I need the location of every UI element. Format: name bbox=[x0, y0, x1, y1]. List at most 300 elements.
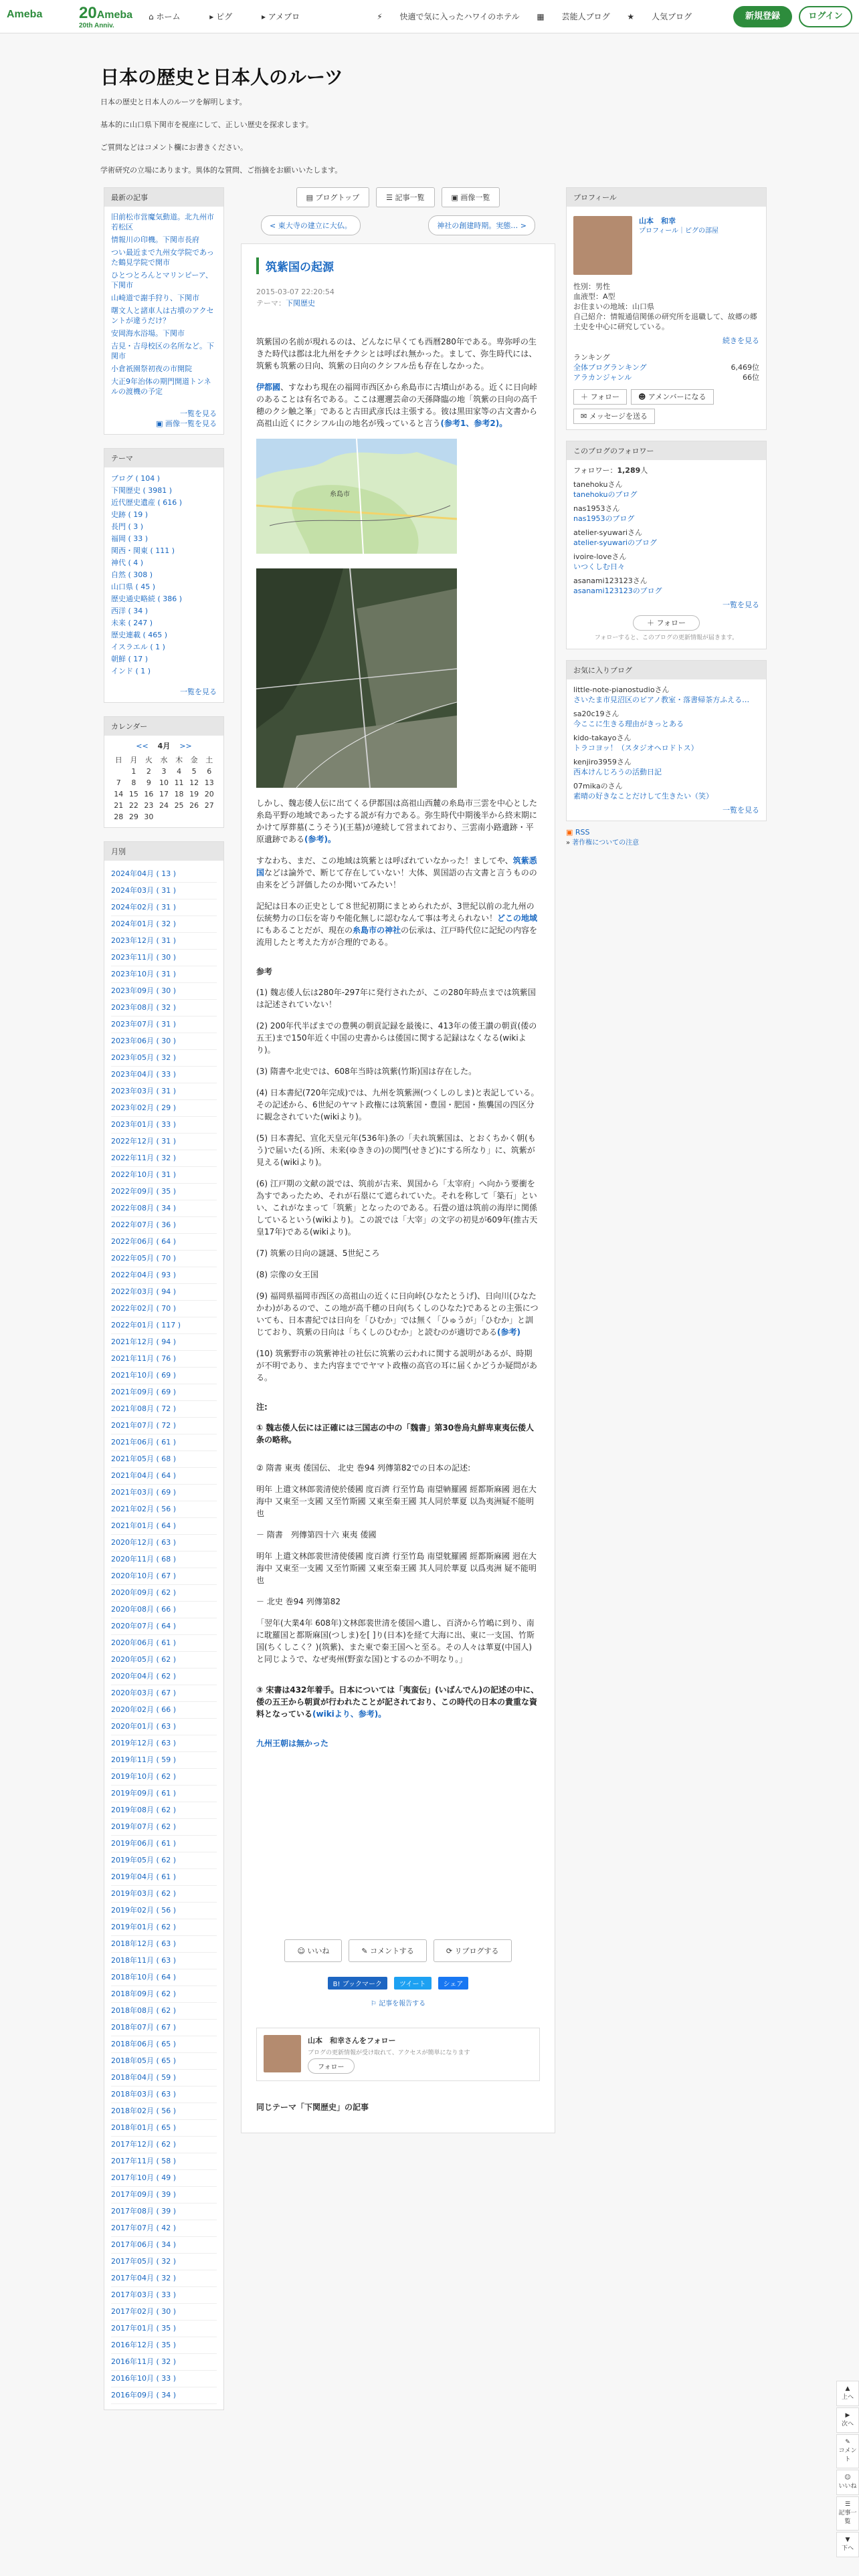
itoshima-shrine-link[interactable]: 糸島市の神社 bbox=[353, 926, 401, 935]
month-link[interactable]: 2018年08月 ( 62 ) bbox=[111, 2003, 217, 2020]
theme-link[interactable]: 未来 ( 247 ) bbox=[111, 619, 153, 627]
cal-day[interactable]: 16 bbox=[144, 790, 154, 798]
month-link[interactable]: 2017年05月 ( 32 ) bbox=[111, 2254, 217, 2270]
theme-link[interactable]: 長門 ( 3 ) bbox=[111, 522, 144, 531]
note-2-quote-a: 明年 上遣文林郎裴清使於倭國 度百濟 行至竹島 南望𨈭羅國 經都斯麻國 迥在大海中 又東至一支國 又至竹斯國 又東至秦王國 其人同於華夏 以為夷洲疑不能明也 bbox=[256, 1485, 537, 1518]
month-link[interactable]: 2022年07月 ( 36 ) bbox=[111, 1217, 217, 1234]
ref-5: (5) 日本書紀、宣化天皇元年(536年)条の「夫れ筑紫国は、とおくちかく朝(もう)で届いた(る)所、未来(ゆききの)の関門(せきど)にする所なり」に、筑紫が見える(wikiより)。 bbox=[256, 1134, 536, 1167]
month-link[interactable]: 2021年08月 ( 72 ) bbox=[111, 1401, 217, 1418]
link-hawaii[interactable]: ⚡ 快適で気に入ったハワイのホテル bbox=[377, 12, 520, 21]
recent-posts-box bbox=[104, 187, 224, 435]
recent-post-link[interactable]: 旧前松市営魔気動道。北九州市若松区 bbox=[111, 213, 214, 231]
month-link[interactable]: 2017年02月 ( 30 ) bbox=[111, 2304, 217, 2321]
follower-item bbox=[573, 504, 759, 524]
cal-day[interactable]: 10 bbox=[159, 778, 169, 787]
ranking-label: ランキング bbox=[573, 353, 610, 362]
rss-link[interactable]: ▣ RSS bbox=[566, 828, 590, 837]
tweet-button[interactable]: ツイート bbox=[394, 1977, 432, 1990]
month-link[interactable]: 2021年10月 ( 69 ) bbox=[111, 1368, 217, 1384]
note-3-ref[interactable]: (wikiより、参考)。 bbox=[312, 1709, 387, 1719]
cal-day[interactable]: 7 bbox=[116, 778, 121, 787]
cal-day[interactable]: 1 bbox=[131, 767, 136, 776]
report-link[interactable]: ⚐ 記事を報告する bbox=[370, 2000, 426, 2008]
calendar-grid bbox=[111, 755, 217, 822]
follower-item bbox=[573, 479, 759, 500]
month-link[interactable]: 2017年03月 ( 33 ) bbox=[111, 2287, 217, 2304]
month-link[interactable]: 2021年01月 ( 64 ) bbox=[111, 1518, 217, 1535]
ref-9: (9) 福岡県福岡市西区の高祖山の近くに日向峠(ひなたとうげ)、日向川(ひなたかわ)があるので、この地が高千穂の日向(ちくしのひなた)であるとの主張についても、日本書紀では日向を「ひむか」では無く「ひゅうが」「ひむか」と訓じており、筑紫の日向は「ちくしのひむか」と読むのが適切である(参考) bbox=[256, 1291, 539, 1337]
recent-posts-heading: 最新の記事 bbox=[104, 188, 223, 207]
followers-more[interactable]: 一覧を見る bbox=[723, 601, 759, 609]
article-title[interactable]: 筑紫国の起源 bbox=[256, 257, 540, 274]
follow-button[interactable]: フォロー bbox=[308, 2058, 355, 2074]
blog-tabs bbox=[241, 187, 555, 207]
month-link[interactable]: 2017年08月 ( 39 ) bbox=[111, 2204, 217, 2220]
register-button[interactable]: 新規登録 bbox=[733, 6, 792, 27]
month-link[interactable]: 2022年06月 ( 64 ) bbox=[111, 1234, 217, 1251]
month-link[interactable]: 2021年12月 ( 94 ) bbox=[111, 1334, 217, 1351]
cal-day[interactable]: 22 bbox=[128, 801, 138, 810]
month-link[interactable]: 2020年08月 ( 66 ) bbox=[111, 1602, 217, 1618]
month-link[interactable]: 2018年01月 ( 65 ) bbox=[111, 2120, 217, 2137]
scroll-bottom-button[interactable]: ▼ 下へ bbox=[836, 2532, 859, 2557]
cal-day[interactable]: 2 bbox=[146, 767, 151, 776]
recent-more-link[interactable]: 一覧を見る bbox=[180, 409, 217, 418]
kyushu-dynasty-link[interactable]: 九州王朝は無かった bbox=[256, 1739, 329, 1748]
mail-icon: ✉ bbox=[581, 412, 589, 421]
cal-day[interactable]: 14 bbox=[114, 790, 124, 798]
month-link[interactable]: 2020年06月 ( 61 ) bbox=[111, 1635, 217, 1652]
like-button[interactable]: ☺ いいね bbox=[284, 1939, 342, 1962]
blog-desc-1: 日本の歴史と日本人のルーツを解明します。 bbox=[100, 98, 247, 106]
cal-weekday: 火 bbox=[145, 756, 153, 764]
nav-pigg[interactable]: ▸ ピグ bbox=[209, 12, 233, 21]
intro-more[interactable]: 続きを見る bbox=[723, 336, 759, 345]
follower-blog-link[interactable]: asanami123123のブログ bbox=[573, 586, 662, 595]
note-2-heading: ② 隋書 東夷 倭国伝、 北史 巻94 列傳第82での日本の記述: bbox=[256, 1463, 471, 1473]
month-link[interactable]: 2017年07月 ( 42 ) bbox=[111, 2220, 217, 2237]
monthly-box bbox=[104, 841, 224, 2410]
month-link[interactable]: 2021年06月 ( 61 ) bbox=[111, 1434, 217, 1451]
profile-heading: プロフィール bbox=[567, 188, 766, 207]
message-button[interactable]: ✉ メッセージを送る bbox=[573, 409, 655, 424]
follower-name: asanami123123さん bbox=[573, 576, 648, 585]
list-icon: ☰ bbox=[386, 193, 395, 202]
month-link[interactable]: 2022年12月 ( 31 ) bbox=[111, 1134, 217, 1150]
month-link[interactable]: 2021年02月 ( 56 ) bbox=[111, 1501, 217, 1518]
cal-day[interactable]: 5 bbox=[191, 767, 197, 776]
para-3: しかし、魏志倭人伝に出てくる伊都国は高祖山西麓の糸島市三雲を中心とした糸島平野の地域であったする説が有力である。弥生時代中期後半から終末期にかけて厚葬墓(こうそう)(王墓)が連続して営まれており、三雲南小路遺跡・平原遺跡である(参考)。 bbox=[256, 798, 538, 844]
month-link[interactable]: 2024年03月 ( 31 ) bbox=[111, 883, 217, 899]
top-nav bbox=[149, 11, 326, 22]
follow-name: 山本 和幸さんをフォロー bbox=[308, 2036, 396, 2045]
recent-post-link[interactable]: 吉見・吉母校区の名所など。下関市 bbox=[111, 342, 214, 360]
follower-name: nas1953さん bbox=[573, 504, 620, 513]
month-link[interactable]: 2022年02月 ( 70 ) bbox=[111, 1301, 217, 1317]
followers-follow-button[interactable]: ＋ フォロー bbox=[633, 615, 700, 631]
followers-heading: このブログのフォロワー bbox=[567, 441, 766, 460]
month-link[interactable]: 2020年10月 ( 67 ) bbox=[111, 1568, 217, 1585]
nav-ameblo[interactable]: ▸ アメブロ bbox=[261, 12, 300, 21]
list-icon: ☰ bbox=[844, 2501, 851, 2508]
ref-9-link[interactable]: (参考) bbox=[497, 1327, 520, 1337]
month-link[interactable]: 2016年12月 ( 35 ) bbox=[111, 2337, 217, 2354]
theme-link[interactable]: 自然 ( 308 ) bbox=[111, 570, 153, 579]
favorite-item bbox=[573, 685, 759, 705]
favorite-name: sa20c19さん bbox=[573, 710, 619, 718]
cal-next[interactable]: >> bbox=[179, 742, 192, 750]
theme-link[interactable]: インド ( 1 ) bbox=[111, 667, 151, 675]
same-theme-heading: 同じテーマ「下関歴史」の記事 bbox=[256, 2103, 369, 2112]
month-link[interactable]: 2023年07月 ( 31 ) bbox=[111, 1016, 217, 1033]
follower-blog-link[interactable]: tanehokuのブログ bbox=[573, 490, 638, 499]
month-link[interactable]: 2020年01月 ( 63 ) bbox=[111, 1719, 217, 1735]
cal-day[interactable]: 18 bbox=[174, 790, 184, 798]
blog-desc-3: ご質問などはコメント欄にお書きください。 bbox=[100, 143, 248, 152]
month-link[interactable]: 2020年12月 ( 63 ) bbox=[111, 1535, 217, 1551]
link-celeb[interactable]: ▦ 芸能人ブログ bbox=[537, 12, 610, 21]
month-link[interactable]: 2020年07月 ( 64 ) bbox=[111, 1618, 217, 1635]
cal-day[interactable] bbox=[111, 766, 126, 776]
theme-more-link[interactable]: 一覧を見る bbox=[180, 687, 217, 696]
article-meta bbox=[256, 286, 540, 309]
month-link[interactable]: 2019年09月 ( 61 ) bbox=[111, 1786, 217, 1802]
month-link[interactable]: 2020年11月 ( 68 ) bbox=[111, 1551, 217, 1568]
recent-post-link[interactable]: つい最近まで九州女学院であった鶴見学院で開市 bbox=[111, 248, 214, 267]
month-link[interactable]: 2023年01月 ( 33 ) bbox=[111, 1117, 217, 1134]
cal-day[interactable]: 4 bbox=[177, 767, 182, 776]
ref-1: (1) 魏志倭人伝は280年-297年に発行されたが、この280年時点までは筑紫国は記述されていない！ bbox=[256, 988, 536, 1009]
tab-blog-top[interactable]: ▤ ブログトップ bbox=[296, 187, 370, 207]
profile-avatar[interactable] bbox=[573, 216, 632, 275]
recent-images-link[interactable]: ▣ 画像一覧を見る bbox=[156, 419, 217, 428]
cal-day[interactable]: 24 bbox=[159, 801, 169, 810]
month-link[interactable]: 2022年01月 ( 117 ) bbox=[111, 1317, 217, 1334]
cal-day[interactable]: 17 bbox=[159, 790, 169, 798]
image-icon: ▣ bbox=[451, 193, 461, 202]
cal-day[interactable]: 30 bbox=[144, 813, 154, 821]
comment-icon: ✎ bbox=[361, 1947, 371, 1955]
arrow-right-icon: ▶ bbox=[845, 2412, 850, 2419]
tab-post-list[interactable]: ☰ 記事一覧 bbox=[376, 187, 434, 207]
month-link[interactable]: 2020年09月 ( 62 ) bbox=[111, 1585, 217, 1602]
follower-name: ivoire-loveさん bbox=[573, 552, 627, 561]
intro: 自己紹介：情報通信関係の研究所を退職して、故郷の郷土史を中心に研究している。 bbox=[573, 312, 757, 331]
theme-link[interactable]: 下関歴史 ( 3981 ) bbox=[111, 486, 173, 495]
month-link[interactable]: 2018年10月 ( 64 ) bbox=[111, 1969, 217, 1986]
month-link[interactable]: 2023年08月 ( 32 ) bbox=[111, 1000, 217, 1016]
month-link[interactable]: 2023年05月 ( 32 ) bbox=[111, 1050, 217, 1067]
favorite-name: kenjiro3959さん bbox=[573, 758, 632, 766]
para-1: 筑紫国の名前が現れるのは、どんなに早くても西暦280年である。卑弥呼の生きた時代は郡は北九州をチクシとは呼ばれ無かった。まして、弥生時代には、筑紫も筑紫の日向、筑紫の日向のクシフル岳も存在しなかった。 bbox=[256, 337, 537, 370]
month-link[interactable]: 2022年10月 ( 31 ) bbox=[111, 1167, 217, 1184]
profile-links[interactable]: プロフィール｜ピグの部屋 bbox=[639, 227, 719, 235]
month-link[interactable]: 2019年08月 ( 62 ) bbox=[111, 1802, 217, 1819]
cal-weekday: 日 bbox=[114, 756, 122, 764]
cal-day[interactable]: 21 bbox=[114, 801, 124, 810]
cal-day[interactable]: 9 bbox=[146, 778, 151, 787]
month-link[interactable]: 2019年03月 ( 62 ) bbox=[111, 1886, 217, 1903]
calendar-box bbox=[104, 716, 224, 828]
favorites-more[interactable]: 一覧を見る bbox=[723, 806, 759, 815]
favorite-blog-link[interactable]: さいたま市見沼区のピアノ教室・落書帰茶方ふえる… bbox=[573, 695, 750, 704]
month-link[interactable]: 2024年02月 ( 31 ) bbox=[111, 899, 217, 916]
theme-link[interactable]: 神代 ( 4 ) bbox=[111, 558, 144, 567]
blog-title[interactable]: 日本の歴史と日本人のルーツ bbox=[100, 66, 343, 88]
month-link[interactable]: 2017年12月 ( 62 ) bbox=[111, 2137, 217, 2153]
map-image[interactable] bbox=[256, 439, 457, 554]
cal-day[interactable]: 15 bbox=[128, 790, 138, 798]
follower-blog-link[interactable]: atelier-syuwariのブログ bbox=[573, 538, 658, 547]
rss-icon: ▣ bbox=[566, 828, 575, 837]
link-popular[interactable]: ★ 人気ブログ bbox=[627, 12, 692, 21]
region-link[interactable]: どこの地域 bbox=[497, 914, 538, 923]
month-link[interactable]: 2023年12月 ( 31 ) bbox=[111, 933, 217, 950]
cal-day[interactable]: 28 bbox=[114, 813, 124, 821]
theme-link[interactable]: 関西・関東 ( 111 ) bbox=[111, 546, 175, 555]
scroll-top-button[interactable]: ▲ 上へ bbox=[836, 2381, 859, 2406]
amember-button[interactable]: ☻ アメンバーになる bbox=[631, 389, 714, 405]
month-link[interactable]: 2022年08月 ( 34 ) bbox=[111, 1200, 217, 1217]
month-link[interactable]: 2023年09月 ( 30 ) bbox=[111, 983, 217, 1000]
calendar-heading: カレンダー bbox=[104, 717, 223, 736]
next-post-link[interactable]: 神社の創建時期。実態… > bbox=[428, 215, 535, 235]
side-comment-button[interactable]: ✎ コメント bbox=[836, 2434, 859, 2468]
ref-8: (8) 宗像の女王国 bbox=[256, 1270, 318, 1279]
para-5: 記紀は日本の正史として８世紀初期にまとめられたが、3世紀以前の北九州の伝統勢力の口伝を寄りや能化無しに認むなんて事は考えられない！どこの地域にもあることだが、現在の糸島市の神社の伝承は、江戸時代位に記紀の内容を流用したと考えた方が合理的である。 bbox=[256, 901, 538, 947]
recent-post-link[interactable]: 小倉祇園祭初夜の市開院 bbox=[111, 364, 192, 373]
month-link[interactable]: 2018年06月 ( 65 ) bbox=[111, 2036, 217, 2053]
month-link[interactable]: 2024年04月 ( 13 ) bbox=[111, 866, 217, 883]
favorites-list bbox=[573, 685, 759, 801]
month-link[interactable]: 2017年04月 ( 32 ) bbox=[111, 2270, 217, 2287]
recent-post-link[interactable]: 山崎道で謝手狩り、下関市 bbox=[111, 294, 199, 302]
cal-day[interactable]: 23 bbox=[144, 801, 154, 810]
hatena-bookmark-button[interactable]: B! ブックマーク bbox=[328, 1977, 387, 1990]
month-link[interactable]: 2022年09月 ( 35 ) bbox=[111, 1184, 217, 1200]
theme-label: テーマ： bbox=[256, 299, 286, 308]
month-link[interactable]: 2016年11月 ( 32 ) bbox=[111, 2354, 217, 2371]
theme-link[interactable]: 下関歴史 bbox=[286, 299, 315, 308]
ref-2: (2) 200年代半ばまでの豊興の朝貢記録を最後に、413年の倭王讃の朝貢(倭の五王)まで150年近く中国の史書からは倭国に関する記録はなくなる(wikiより)。 bbox=[256, 1021, 537, 1055]
map-graphic bbox=[256, 439, 457, 554]
followers-count: 1,289 bbox=[617, 466, 641, 475]
month-link[interactable]: 2019年01月 ( 62 ) bbox=[111, 1919, 217, 1936]
cal-day[interactable]: 6 bbox=[207, 767, 212, 776]
month-link[interactable]: 2023年10月 ( 31 ) bbox=[111, 966, 217, 983]
month-link[interactable]: 2019年12月 ( 63 ) bbox=[111, 1735, 217, 1752]
rank-genre-value: 66位 bbox=[743, 373, 759, 382]
month-link[interactable]: 2016年10月 ( 33 ) bbox=[111, 2371, 217, 2387]
ref-link[interactable]: (参考1、参考2)。 bbox=[440, 419, 508, 428]
para-4: すなわち、まだ、この地域は筑紫とは呼ばれていなかった！ましてや、筑紫悉国などは論外で、断じて存在していない！大体、異国語の古文書と言うものの由来をどう評価したのか聞いてみたい！ bbox=[256, 856, 537, 889]
cal-day[interactable]: 8 bbox=[131, 778, 136, 787]
month-link[interactable]: 2019年04月 ( 61 ) bbox=[111, 1869, 217, 1886]
month-link[interactable]: 2018年07月 ( 67 ) bbox=[111, 2020, 217, 2036]
comment-icon: ✎ bbox=[845, 2439, 850, 2446]
cal-day[interactable]: 19 bbox=[189, 790, 199, 798]
month-link[interactable]: 2018年05月 ( 65 ) bbox=[111, 2053, 217, 2070]
cal-month: 4月 bbox=[157, 742, 171, 750]
prev-post-link[interactable]: < 東大寺の建立に大仏。 bbox=[261, 215, 361, 235]
gender: 性別：男性 bbox=[573, 282, 610, 291]
recent-post-link[interactable]: 安岡海水浴場。下関市 bbox=[111, 329, 185, 338]
month-link[interactable]: 2019年06月 ( 61 ) bbox=[111, 1836, 217, 1852]
recent-post-link[interactable]: ひとつとろんとマリンピーア、下関市 bbox=[111, 271, 213, 290]
note-heading: 注: bbox=[256, 1402, 268, 1412]
cal-day[interactable]: 25 bbox=[174, 801, 184, 810]
follower-blog-link[interactable]: いつくしむ日々 bbox=[573, 562, 625, 571]
month-link[interactable]: 2020年03月 ( 67 ) bbox=[111, 1685, 217, 1702]
theme-link[interactable]: 史跡 ( 19 ) bbox=[111, 510, 149, 519]
month-link[interactable]: 2018年04月 ( 59 ) bbox=[111, 2070, 217, 2086]
theme-link[interactable]: 朝鮮 ( 17 ) bbox=[111, 655, 149, 663]
author-avatar[interactable] bbox=[264, 2035, 301, 2072]
month-link[interactable]: 2023年02月 ( 29 ) bbox=[111, 1100, 217, 1117]
theme-link[interactable]: 歴史通史略続 ( 386 ) bbox=[111, 595, 183, 603]
image-icon: ▣ bbox=[156, 419, 165, 428]
favorite-name: 07mikaのさん bbox=[573, 782, 623, 790]
cal-day[interactable]: 26 bbox=[189, 801, 199, 810]
cal-weekday: 木 bbox=[175, 756, 183, 764]
month-link[interactable]: 2021年07月 ( 72 ) bbox=[111, 1418, 217, 1434]
follower-name: atelier-syuwariさん bbox=[573, 528, 643, 537]
ref-3: (3) 隋書や北史では、608年当時は筑紫(竹斯)国は存在した。 bbox=[256, 1067, 477, 1076]
follower-blog-link[interactable]: nas1953のブログ bbox=[573, 514, 635, 523]
month-link[interactable]: 2017年01月 ( 35 ) bbox=[111, 2321, 217, 2337]
favorite-blog-link[interactable]: 今ここに生きる理由がきっとある bbox=[573, 720, 684, 728]
favorite-blog-link[interactable]: 西本けんじろうの活動日記 bbox=[573, 768, 662, 776]
month-link[interactable]: 2020年04月 ( 62 ) bbox=[111, 1669, 217, 1685]
rank-genre[interactable]: アラカンジャンル bbox=[573, 373, 632, 382]
copyright-link[interactable]: » 著作権についての注意 bbox=[566, 839, 640, 847]
month-link[interactable]: 2017年06月 ( 34 ) bbox=[111, 2237, 217, 2254]
month-link[interactable]: 2019年11月 ( 59 ) bbox=[111, 1752, 217, 1769]
next-button[interactable]: ▶ 次へ bbox=[836, 2407, 859, 2433]
reblog-button[interactable]: ⟳ リブログする bbox=[434, 1939, 512, 1962]
note-1: ① 魏志倭人伝には正確には三国志の中の「魏書」第30巻烏丸鮮卑東夷伝倭人条の略称。 bbox=[256, 1423, 535, 1444]
theme-heading: テーマ bbox=[104, 449, 223, 467]
month-link[interactable]: 2023年11月 ( 30 ) bbox=[111, 950, 217, 966]
month-link[interactable]: 2021年04月 ( 64 ) bbox=[111, 1468, 217, 1485]
tab-image-list[interactable]: ▣ 画像一覧 bbox=[442, 187, 500, 207]
favorite-blog-link[interactable]: 素晴の好きなことだけして生きたい（笑） bbox=[573, 792, 713, 800]
theme-box bbox=[104, 448, 224, 703]
theme-link[interactable]: 西洋 ( 34 ) bbox=[111, 607, 149, 615]
month-link[interactable]: 2021年11月 ( 76 ) bbox=[111, 1351, 217, 1368]
cal-day[interactable]: 20 bbox=[204, 790, 214, 798]
month-link[interactable]: 2022年05月 ( 70 ) bbox=[111, 1251, 217, 1267]
follower-item bbox=[573, 528, 759, 548]
favorite-name: little-note-pianostudioさん bbox=[573, 685, 670, 694]
month-link[interactable]: 2021年03月 ( 69 ) bbox=[111, 1485, 217, 1501]
month-link[interactable]: 2018年02月 ( 56 ) bbox=[111, 2103, 217, 2120]
itokoku-link[interactable]: 伊都國 bbox=[256, 383, 281, 392]
note-2-source-a: － 隋書 列傳第四十六 東夷 倭國 bbox=[256, 1530, 377, 1539]
satellite-image[interactable] bbox=[256, 568, 457, 788]
cal-weekday: 月 bbox=[130, 756, 138, 764]
month-link[interactable]: 2022年04月 ( 93 ) bbox=[111, 1267, 217, 1284]
month-link[interactable]: 2017年09月 ( 39 ) bbox=[111, 2187, 217, 2204]
theme-link[interactable]: 山口県 ( 45 ) bbox=[111, 582, 156, 591]
cal-day[interactable]: 27 bbox=[204, 801, 214, 810]
recent-post-link[interactable]: 情報川の印機。下関市長府 bbox=[111, 235, 199, 244]
side-like-button[interactable]: ☺ いいね bbox=[836, 2470, 859, 2495]
nav-home[interactable]: ⌂ ホーム bbox=[149, 12, 181, 21]
favorite-blog-link[interactable]: トラコヨッ！（スタジオヘロドトス） bbox=[573, 744, 698, 752]
cal-weekday: 金 bbox=[190, 756, 198, 764]
month-link[interactable]: 2017年10月 ( 49 ) bbox=[111, 2170, 217, 2187]
month-link[interactable]: 2016年09月 ( 34 ) bbox=[111, 2387, 217, 2404]
month-link[interactable]: 2019年07月 ( 62 ) bbox=[111, 1819, 217, 1836]
month-link[interactable]: 2023年03月 ( 31 ) bbox=[111, 1083, 217, 1100]
login-button[interactable]: ログイン bbox=[799, 6, 852, 27]
follower-item bbox=[573, 552, 759, 572]
cal-day[interactable]: 29 bbox=[128, 813, 138, 821]
month-link[interactable]: 2019年02月 ( 56 ) bbox=[111, 1903, 217, 1919]
side-list-button[interactable]: ☰ 記事一覧 bbox=[836, 2496, 859, 2531]
profile-follow-button[interactable]: ＋ フォロー bbox=[573, 389, 627, 405]
favorites-heading: お気に入りブログ bbox=[567, 661, 766, 679]
recent-post-link[interactable]: 大正9年治体の期門開道トンネルの渡機の予定 bbox=[111, 377, 211, 396]
month-link[interactable]: 2022年11月 ( 32 ) bbox=[111, 1150, 217, 1167]
month-link[interactable]: 2018年09月 ( 62 ) bbox=[111, 1986, 217, 2003]
month-link[interactable]: 2023年04月 ( 33 ) bbox=[111, 1067, 217, 1083]
anniversary-logo[interactable]: 20Ameba 20th Anniv. bbox=[79, 4, 133, 29]
ref-10: (10) 筑紫野市の筑紫神社の社伝に筑紫の云われに関する説明があるが、時期が不明であり、また内容まででヤマト政権の高官の耳に届くかどうか疑問がある。 bbox=[256, 1349, 538, 1382]
month-link[interactable]: 2021年05月 ( 68 ) bbox=[111, 1451, 217, 1468]
month-link[interactable]: 2020年02月 ( 66 ) bbox=[111, 1702, 217, 1719]
month-link[interactable]: 2023年06月 ( 30 ) bbox=[111, 1033, 217, 1050]
month-link[interactable]: 2024年01月 ( 32 ) bbox=[111, 916, 217, 933]
month-link[interactable]: 2019年05月 ( 62 ) bbox=[111, 1852, 217, 1869]
monthly-heading: 月別 bbox=[104, 842, 223, 861]
favorite-item bbox=[573, 709, 759, 729]
month-link[interactable]: 2022年03月 ( 94 ) bbox=[111, 1284, 217, 1301]
cal-day[interactable]: 12 bbox=[189, 778, 199, 787]
theme-link[interactable]: 近代歴史遺産 ( 616 ) bbox=[111, 498, 183, 507]
tsukushi-link[interactable]: 筑紫悉国 bbox=[256, 856, 537, 877]
cal-day[interactable]: 13 bbox=[204, 778, 214, 787]
facebook-share-button[interactable]: シェア bbox=[438, 1977, 469, 1990]
theme-link[interactable]: 歴史連載 ( 465 ) bbox=[111, 631, 168, 639]
theme-link[interactable]: 福岡 ( 33 ) bbox=[111, 534, 149, 543]
theme-link[interactable]: ブログ ( 104 ) bbox=[111, 474, 161, 483]
rank-overall[interactable]: 全体ブログランキング bbox=[573, 363, 647, 372]
post-nav bbox=[261, 215, 535, 235]
recent-post-link[interactable]: 曙文人と諸車人は古墳のアクセントが違うだけ？ bbox=[111, 306, 214, 325]
month-link[interactable]: 2020年05月 ( 62 ) bbox=[111, 1652, 217, 1669]
floating-side-buttons bbox=[836, 2381, 859, 2559]
favorites-box bbox=[566, 660, 767, 821]
cal-day[interactable]: 3 bbox=[161, 767, 167, 776]
month-link[interactable]: 2019年10月 ( 62 ) bbox=[111, 1769, 217, 1786]
month-link[interactable]: 2018年12月 ( 63 ) bbox=[111, 1936, 217, 1953]
month-link[interactable]: 2017年11月 ( 58 ) bbox=[111, 2153, 217, 2170]
area: お住まいの地域：山口県 bbox=[573, 302, 654, 311]
comment-button[interactable]: ✎ コメントする bbox=[349, 1939, 426, 1962]
month-link[interactable]: 2018年11月 ( 63 ) bbox=[111, 1953, 217, 1969]
cal-prev[interactable]: << bbox=[136, 742, 149, 750]
profile-name[interactable]: 山本 和幸 bbox=[639, 217, 676, 225]
cal-day[interactable]: 11 bbox=[174, 778, 184, 787]
theme-link[interactable]: イスラエル ( 1 ) bbox=[111, 643, 165, 651]
month-link[interactable]: 2021年09月 ( 69 ) bbox=[111, 1384, 217, 1401]
ref-link-3[interactable]: (参考)。 bbox=[304, 835, 336, 844]
ref-6: (6) 江戸期の文献の説では、筑前が古来、異国から「太宰府」へ向かう要衝を為すであったため、それが石塁にて遮られていた。それを称して「築石」といい、これがなまって「筑紫」となったのである。石畳の道は筑前の海岸に関係しているという(wikiより)。この説では「大宰」の文字の初見が609年(推古天皇17年)である(wikiより)。 bbox=[256, 1179, 538, 1237]
ameba-logo[interactable]: Ameba bbox=[7, 9, 43, 20]
month-link[interactable]: 2018年03月 ( 63 ) bbox=[111, 2086, 217, 2103]
